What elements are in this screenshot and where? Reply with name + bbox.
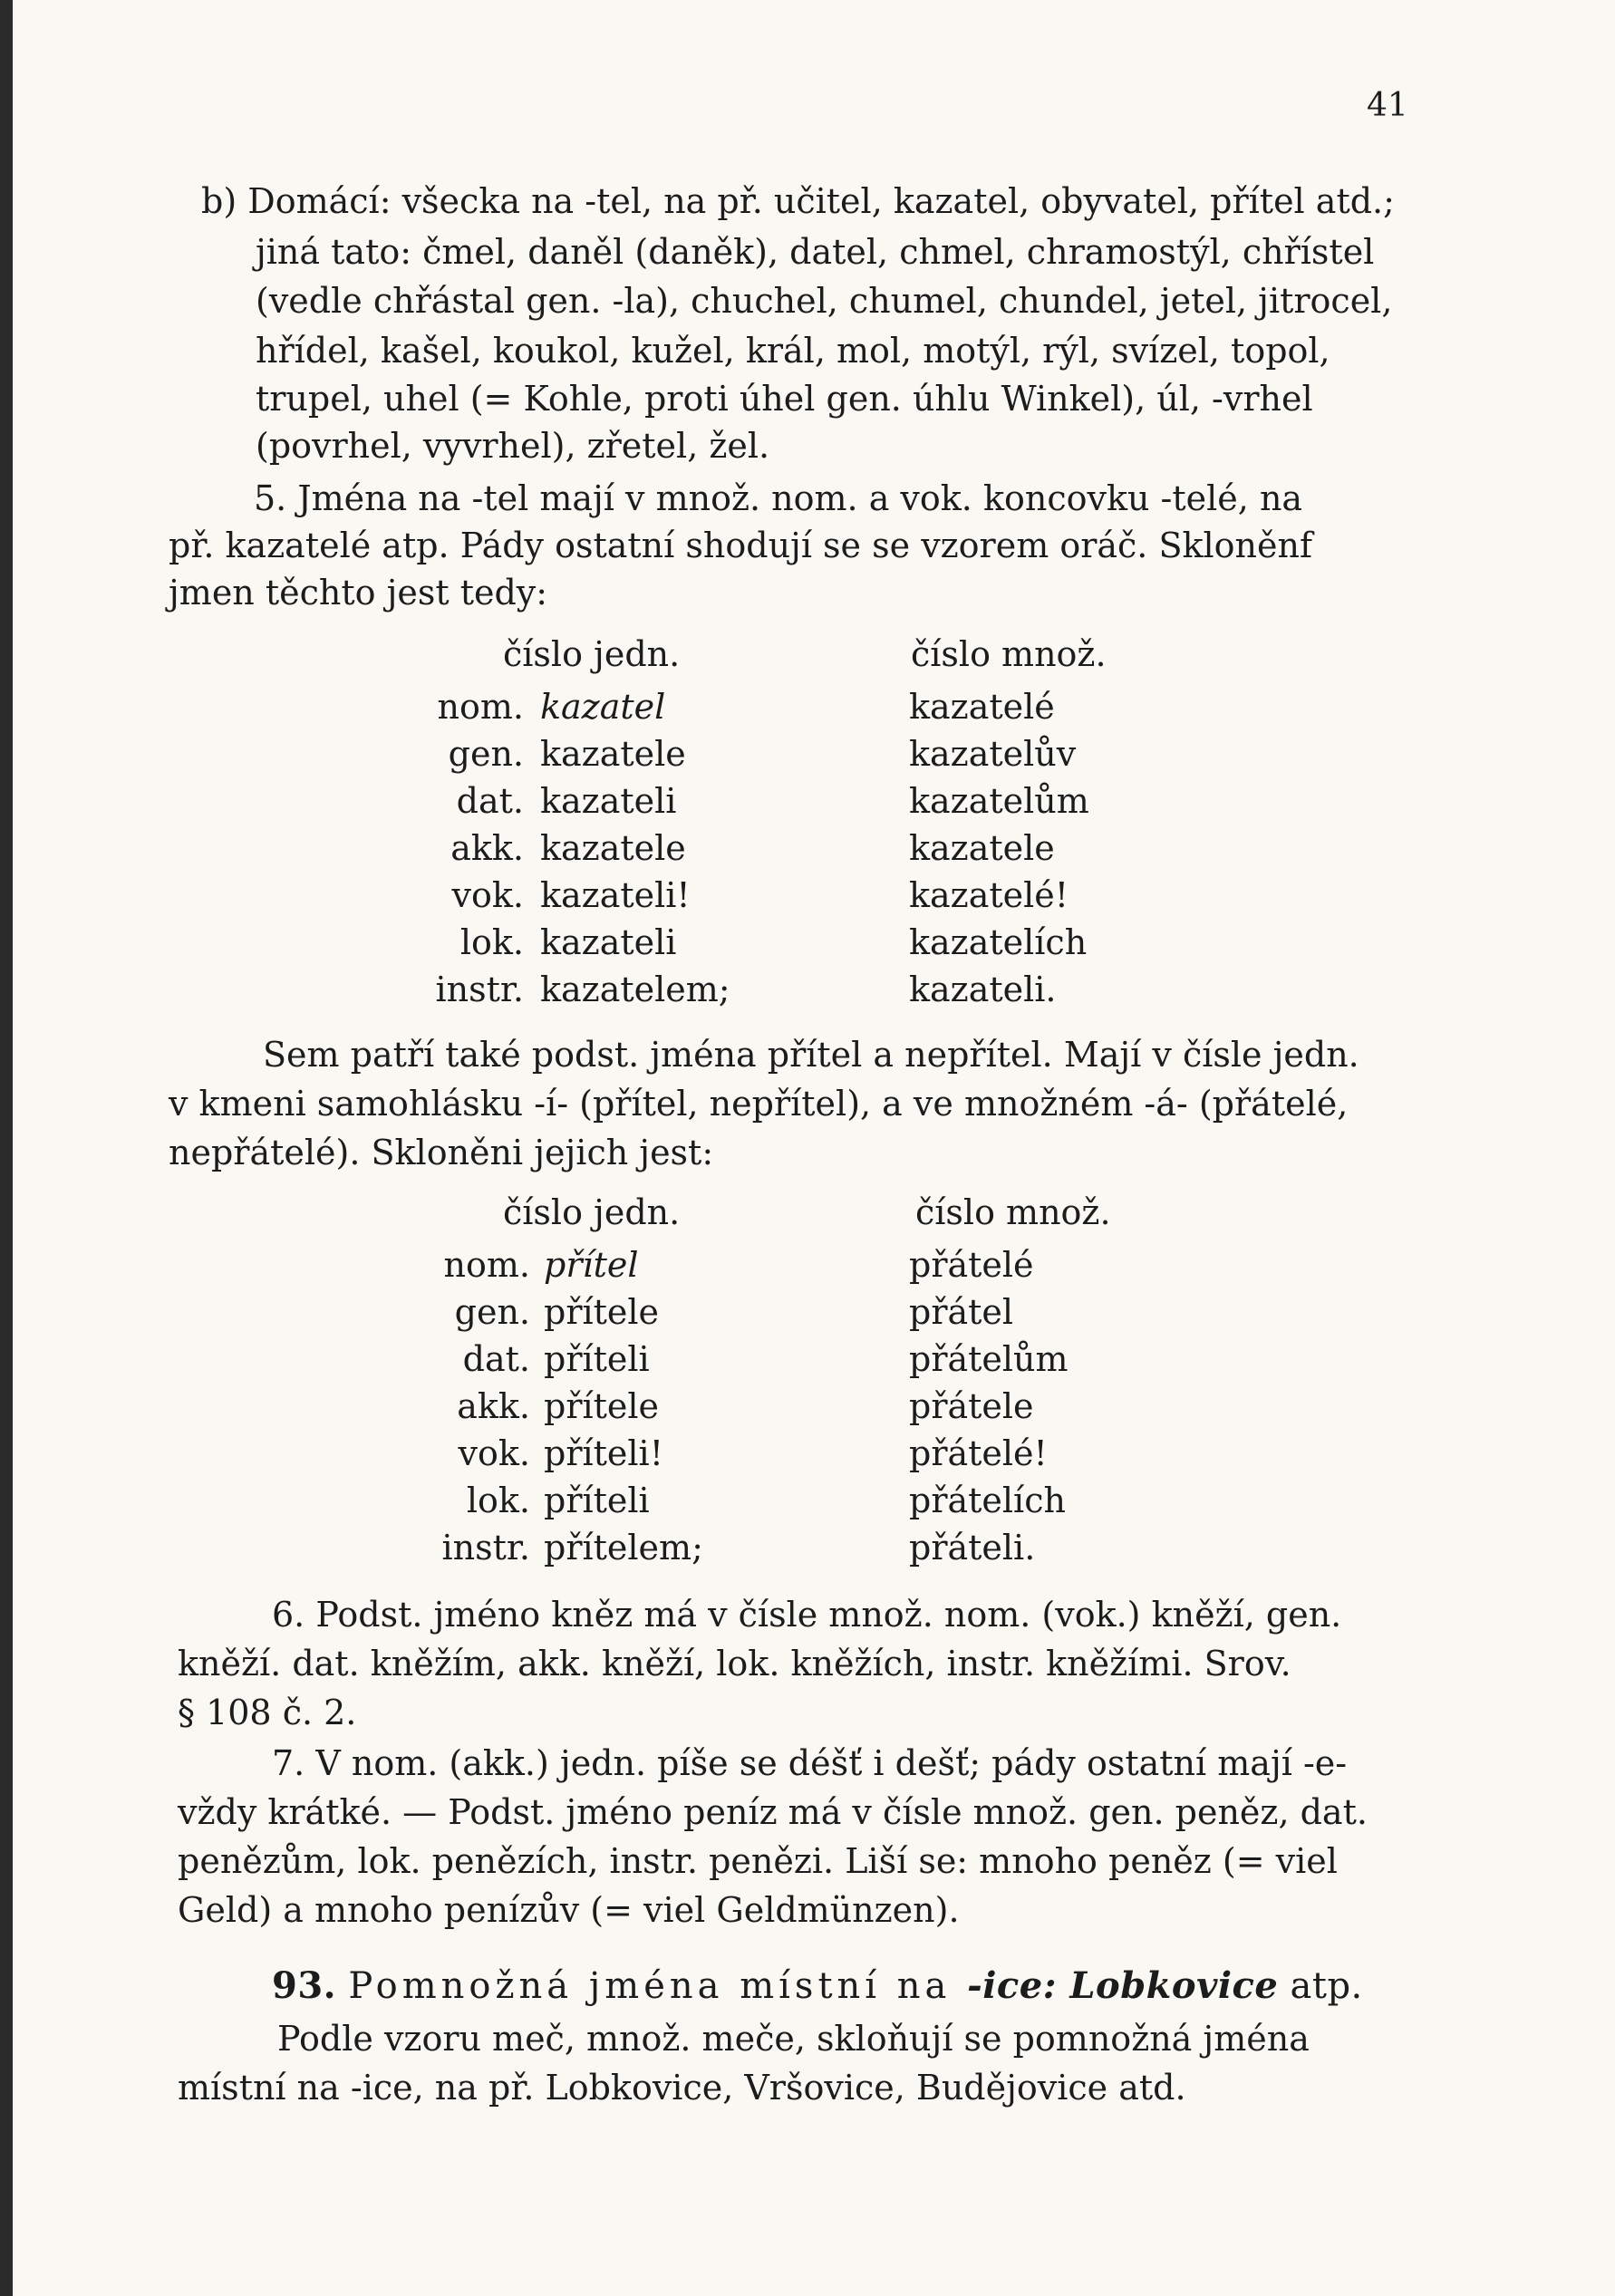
section-93-line-1: Podle vzoru meč, množ. meče, skloňují se pomnožná jména [277, 2019, 1310, 2059]
section-93-title-c: atp. [1278, 1965, 1363, 2007]
table2-case: nom. [443, 1245, 530, 1285]
para-6-line-2: kněží. dat. kněžím, akk. kněží, lok. kněžích, instr. kněžími. Srov. [178, 1644, 1291, 1683]
table1-header-plural: číslo množ. [911, 634, 1107, 674]
table2-pl: přátele [909, 1386, 1034, 1426]
table1-sg: kazatele [540, 734, 686, 774]
table1-pl: kazatelé [909, 687, 1055, 727]
para-5-line-1: 5. Jména na -tel mají v množ. nom. a vok. koncovku -telé, na [254, 478, 1303, 518]
page-number: 41 [1367, 87, 1408, 124]
table1-sg: kazateli! [540, 875, 691, 915]
table1-pl: kazateli. [909, 970, 1057, 1009]
para-b-line-3: (vedle chřástal gen. -la), chuchel, chumel, chundel, jetel, jitrocel, [256, 281, 1393, 321]
para-5-line-2: př. kazatelé atp. Pády ostatní shodují se se vzorem oráč. Skloněnf [169, 526, 1313, 565]
table1-header-singular: číslo jedn. [503, 634, 681, 674]
table1-case: instr. [435, 970, 524, 1009]
para-b-line-1: b) Domácí: všecka na -tel, na př. učitel, kazatel, obyvatel, přítel atd.; [201, 181, 1395, 221]
table2-sg: přítelem; [544, 1528, 703, 1568]
table2-pl: přátelé! [909, 1433, 1048, 1473]
para-b-line-6: (povrhel, vyvrhel), zřetel, žel. [256, 426, 770, 466]
para-b-line-5: trupel, uhel (= Kohle, proti úhel gen. úhlu Winkel), úl, -vrhel [256, 379, 1313, 419]
para-6-line-3: § 108 č. 2. [178, 1693, 357, 1732]
table1-case: akk. [450, 828, 524, 868]
section-93-heading [272, 1964, 1363, 2007]
table2-pl: přátelům [909, 1339, 1069, 1379]
para-7-line-1: 7. V nom. (akk.) jedn. píše se déšť i dešť; pády ostatní mají -e- [272, 1743, 1348, 1783]
table1-pl: kazatelův [909, 734, 1077, 774]
table1-case: dat. [456, 781, 524, 821]
table1-sg: kazatele [540, 828, 686, 868]
table2-case: instr. [441, 1528, 530, 1568]
section-93-title-b: -ice: Lobkovice [967, 1964, 1279, 2007]
section-93-line-2: místní na -ice, na př. Lobkovice, Vršovice, Budějovice atd. [178, 2068, 1186, 2108]
section-93-title-a: Pomnožná jména místní na [348, 1965, 968, 2007]
para-pritel-line-2: v kmeni samohlásku -í- (přítel, nepřítel), a ve množném -á- (přátelé, [169, 1084, 1349, 1124]
para-b-line-4: hřídel, kašel, koukol, kužel, král, mol, motýl, rýl, svízel, topol, [256, 331, 1330, 371]
table1-pl: kazatelé! [909, 875, 1069, 915]
table1-pl: kazatelích [909, 922, 1088, 962]
table2-case: dat. [462, 1339, 530, 1379]
table2-header-plural: číslo množ. [915, 1192, 1111, 1232]
table2-pl: přátelích [909, 1481, 1066, 1520]
section-93-number: 93. [272, 1964, 337, 2007]
para-7-line-2: vždy krátké. — Podst. jméno peníz má v čísle množ. gen. peněz, dat. [178, 1792, 1368, 1832]
table1-case: nom. [437, 687, 524, 727]
table2-case: akk. [457, 1386, 530, 1426]
table2-sg: příteli! [544, 1433, 663, 1473]
para-7-line-4: Geld) a mnoho penízův (= viel Geldmünzen). [178, 1890, 960, 1930]
table1-case: gen. [448, 734, 524, 774]
table1-sg: kazateli [540, 781, 677, 821]
table2-pl: přáteli. [909, 1528, 1036, 1568]
para-b-line-2: jiná tato: čmel, daněl (daněk), datel, chmel, chramostýl, chřístel [256, 232, 1375, 272]
table1-sg: kazatelem; [540, 970, 730, 1009]
table1-sg: kazateli [540, 922, 677, 962]
table1-pl: kazatelům [909, 781, 1089, 821]
para-pritel-line-1: Sem patří také podst. jména přítel a nepřítel. Mají v čísle jedn. [263, 1035, 1359, 1075]
table2-pl: přátel [909, 1292, 1014, 1332]
para-6-line-1: 6. Podst. jméno kněz má v čísle množ. nom. (vok.) kněží, gen. [272, 1595, 1342, 1635]
table1-sg: kazatel [540, 687, 666, 727]
table2-sg: příteli [544, 1339, 650, 1379]
table1-pl: kazatele [909, 828, 1055, 868]
table2-header-singular: číslo jedn. [503, 1192, 681, 1232]
para-5-line-3: jmen těchto jest tedy: [169, 573, 548, 613]
table2-sg: příteli [544, 1481, 650, 1520]
para-pritel-line-3: nepřátelé). Skloněni jejich jest: [169, 1133, 714, 1172]
table1-case: vok. [451, 875, 524, 915]
table1-case: lok. [459, 922, 524, 962]
table2-case: gen. [454, 1292, 530, 1332]
table2-case: vok. [458, 1433, 530, 1473]
table2-sg: přítel [544, 1245, 639, 1285]
table2-sg: přítele [544, 1292, 660, 1332]
table2-pl: přátelé [909, 1245, 1034, 1285]
table2-case: lok. [466, 1481, 530, 1520]
page-binding-edge [0, 0, 13, 2296]
table2-sg: přítele [544, 1386, 660, 1426]
para-7-line-3: penězům, lok. penězích, instr. penězi. Liší se: mnoho peněz (= viel [178, 1841, 1338, 1881]
